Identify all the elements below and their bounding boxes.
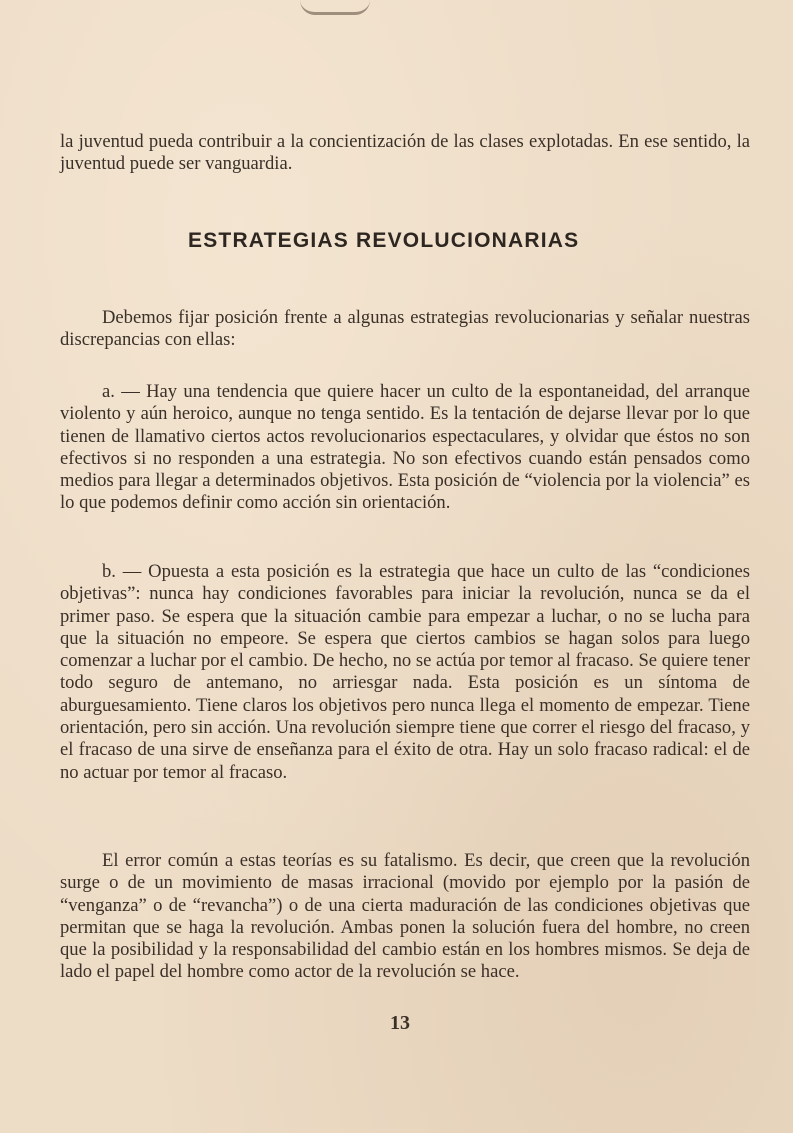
paragraph-item-a: a. — Hay una tendencia que quiere hacer un culto de la espontaneidad, del arranque violento y aún heroico, aunque no tenga sentido. Es la tentación de dejarse llevar por lo que tienen de llamativo ciertos actos revolucionarios espectaculares, y olvidar que éstos no son efectivos si no responden a una estrategia. No son efectivos cuando están pensados como medios para llegar a determinados objetivos. Esta posición de “violencia por la violencia” es lo que podemos definir como acción sin orientación.: [60, 381, 750, 514]
paragraph-item-b: b. — Opuesta a esta posición es la estrategia que hace un culto de las “condiciones objetivas”: nunca hay condiciones favorables para iniciar la revolución, nunca se da el primer paso. Se espera que la situación cambie para empezar a luchar, o no se lucha para que la situación no empeore. Se espera que ciertos cambios se hagan solos para luego comenzar a luchar por el cambio. De hecho, no se actúa por temor al fracaso. Se quiere tener todo seguro de antemano, no arriesgar nada. Esta posición es un síntoma de aburguesamiento. Tiene claros los objetivos pero nunca llega el momento de empezar. Tiene orientación, pero sin acción. Una revolución siempre tiene que correr el riesgo del fracaso, y el fracaso de una sirve de enseñanza para el éxito de otra. Hay un solo fracaso radical: el de no actuar por temor al fracaso.: [60, 561, 750, 783]
top-edge-mark: [300, 0, 370, 15]
paragraph-intro: la juventud pueda contribuir a la concientización de las clases explotadas. En ese sentido, la juventud puede ser vanguardia.: [60, 131, 750, 175]
paragraph-lead: Debemos fijar posición frente a algunas estrategias revolucionarias y señalar nuestras discrepancias con ellas:: [60, 307, 750, 351]
section-heading: ESTRATEGIAS REVOLUCIONARIAS: [188, 229, 580, 252]
paragraph-closing: El error común a estas teorías es su fatalismo. Es decir, que creen que la revolución surge o de un movimiento de masas irracional (movido por ejemplo por la pasión de “venganza” o de “revancha”) o de una cierta maduración de las condiciones objetivas que permitan que se haga la revolución. Ambas ponen la solución fuera del hombre, no creen que la posibilidad y la responsabilidad del cambio están en los hombres mismos. Se deja de lado el papel del hombre como actor de la revolución se hace.: [60, 850, 750, 983]
page-number: 13: [390, 1012, 410, 1034]
